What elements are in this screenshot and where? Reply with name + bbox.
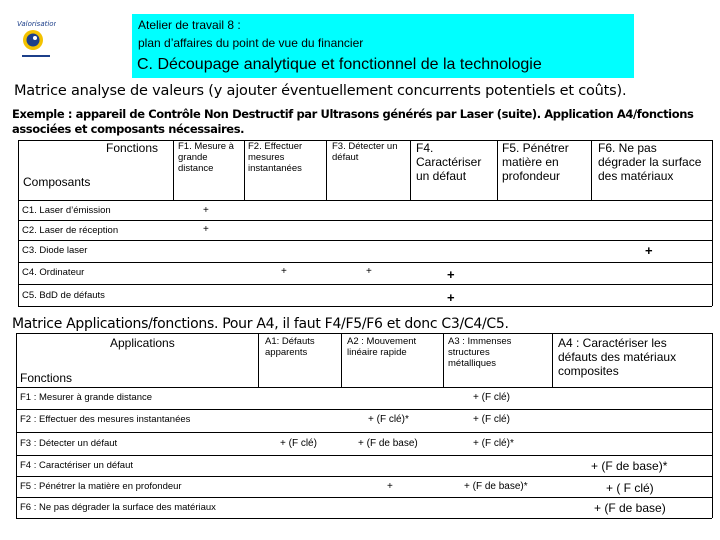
mark-f3-a3: + (F clé)* — [473, 438, 514, 449]
mark-c3-f6: + — [645, 243, 653, 258]
column-header-f5: F5. Pénétrer matière en profondeur — [502, 141, 569, 183]
mark-c4-f3: + — [366, 266, 372, 277]
matrix-subtitle: Matrice analyse de valeurs (y ajouter éventuellement concurrents potentiels et coûts). — [14, 83, 627, 99]
mark-f3-a2: + (F de base) — [358, 438, 418, 449]
row-label-c3: C3. Diode laser — [22, 245, 88, 256]
applications-section-heading: Matrice Applications/fonctions. Pour A4, il faut F4/F5/F6 et donc C3/C4/C5. — [12, 316, 509, 332]
row-label-c4: C4. Ordinateur — [22, 267, 85, 278]
page-title: C. Découpage analytique et fonctionnel de la technologie — [137, 56, 542, 73]
mark-f3-a1: + (F clé) — [280, 438, 317, 449]
column-header-a2: A2 : Mouvement linéaire rapide — [347, 336, 417, 358]
column-header-f4: F4. Caractériser un défaut — [416, 141, 482, 183]
mark-f1-a3: + (F clé) — [473, 392, 510, 403]
mark-f2-a3: + (F clé) — [473, 414, 510, 425]
row-label-c2: C2. Laser de réception — [22, 225, 119, 236]
column-header-a1: A1: Défauts apparents — [265, 336, 315, 358]
workshop-subtitle: plan d’affaires du point de vue du financier — [138, 36, 364, 50]
corner-functions-label-2: Fonctions — [20, 371, 73, 385]
column-header-a3: A3 : Immenses structures métalliques — [448, 336, 512, 369]
row-label-f1: F1 : Mesurer à grande distance — [20, 392, 153, 403]
corner-components-label: Composants — [23, 175, 91, 189]
mark-f6-a4: + (F de base) — [594, 501, 666, 515]
corner-functions-label: Fonctions — [106, 141, 159, 155]
mark-c4-f4: + — [447, 267, 455, 282]
corner-applications-label: Applications — [110, 336, 175, 350]
workshop-title: Atelier de travail 8 : — [138, 18, 241, 32]
row-label-c5: C5. BdD de défauts — [22, 290, 105, 301]
mark-f4-a4: + (F de base)* — [591, 459, 668, 473]
row-label-f6: F6 : Ne pas dégrader la surface des matériaux — [20, 502, 216, 513]
mark-c4-f2: + — [281, 266, 287, 277]
row-label-c1: C1. Laser d’émission — [22, 205, 111, 216]
column-header-f2: F2. Effectuer mesures instantanées — [248, 141, 303, 174]
column-header-f1: F1. Mesure à grande distance — [178, 141, 234, 174]
mark-f5-a4: + ( F clé) — [606, 481, 654, 495]
column-header-a4: A4 : Caractériser les défauts des matériaux composites — [558, 336, 677, 378]
column-header-f3: F3. Détecter un défaut — [332, 141, 398, 163]
mark-c1-f1: + — [203, 205, 209, 216]
mark-f2-a2: + (F clé)* — [368, 414, 409, 425]
valorisation-logo — [16, 18, 56, 62]
example-text: Exemple : appareil de Contrôle Non Destructif par Ultrasons générés par Laser (suite). Application A4/fonctions associées et composants nécessaires. — [12, 107, 694, 136]
row-label-f3: F3 : Détecter un défaut — [20, 438, 118, 449]
mark-c2-f1: + — [203, 224, 209, 235]
row-label-f4: F4 : Caractériser un défaut — [20, 460, 133, 471]
mark-f5-a2: + — [387, 481, 393, 492]
logo-text: Valorisation — [17, 20, 56, 28]
row-label-f2: F2 : Effectuer des mesures instantanées — [20, 414, 191, 425]
mark-f5-a3: + (F de base)* — [464, 481, 528, 492]
column-header-f6: F6. Ne pas dégrader la surface des matériaux — [598, 141, 702, 183]
row-label-f5: F5 : Pénétrer la matière en profondeur — [20, 481, 182, 492]
mark-c5-f4: + — [447, 290, 455, 305]
